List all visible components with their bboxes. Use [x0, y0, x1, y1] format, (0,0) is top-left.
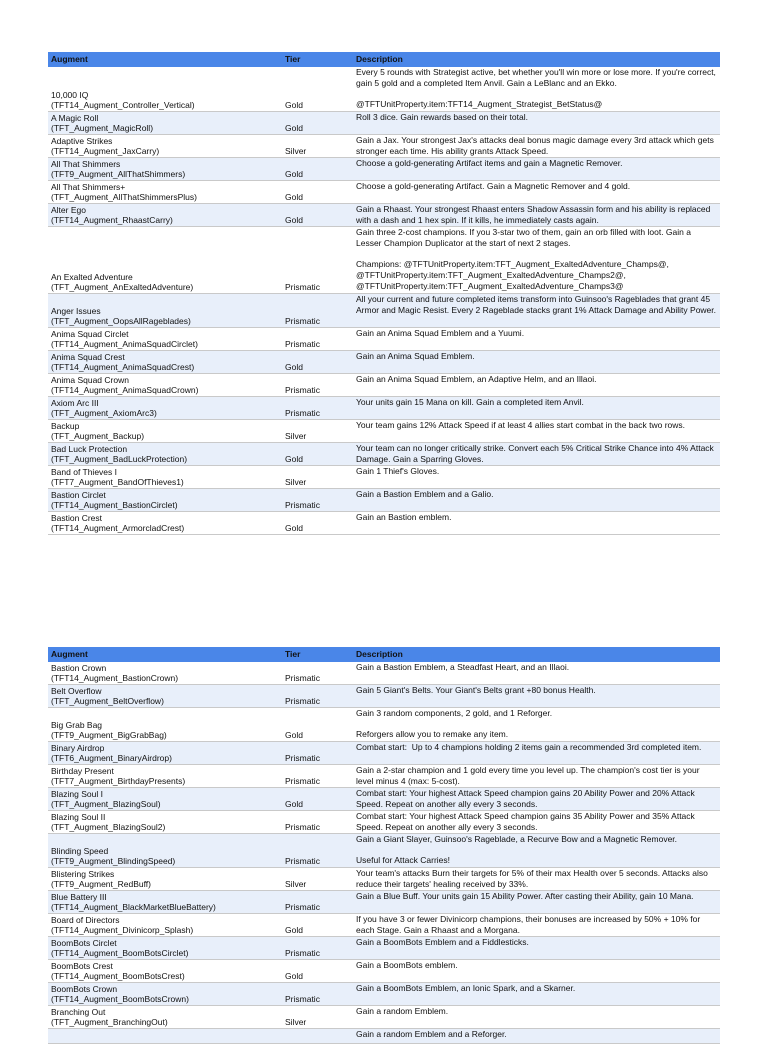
table-row — [48, 227, 720, 294]
description-cell — [354, 914, 720, 936]
description-cell-text: All your current and future completed items transform into Guinsoo's Rageblades that grant 45 Armor and Magic Resist. Every 2 Rageblade stacks grant 1% Attack Damage and Ability Power. — [356, 294, 717, 315]
tier-cell-text: Prismatic — [285, 696, 320, 707]
tier-cell — [283, 937, 354, 959]
table-row — [48, 181, 720, 204]
augment-cell-text: An Exalted Adventure (TFT_Augment_AnExaltedAdventure) — [51, 271, 194, 293]
table-row — [48, 937, 720, 960]
tier-cell-text: Silver — [285, 477, 307, 488]
augment-cell — [48, 937, 283, 959]
description-cell — [354, 685, 720, 707]
augment-cell — [48, 1029, 283, 1043]
tier-cell — [283, 811, 354, 833]
description-cell-text: Gain a Giant Slayer, Guinsoo's Rageblade, a Recurve Bow and a Magnetic Remover. Useful for Attack Carries! — [356, 834, 678, 866]
description-cell-text: Combat start: Up to 4 champions holding 2 items gain a recommended 3rd completed item. — [356, 742, 702, 752]
description-cell — [354, 742, 720, 764]
augment-cell-text: Alter Ego (TFT14_Augment_RhaastCarry) — [51, 204, 173, 226]
augment-cell-text: Branching Out (TFT_Augment_BranchingOut) — [51, 1006, 168, 1028]
tier-cell-text: Prismatic — [285, 282, 320, 293]
description-cell — [354, 1029, 720, 1043]
description-cell-text: Gain a random Emblem. — [356, 1006, 449, 1016]
tier-cell-text: Prismatic — [285, 776, 320, 787]
description-cell — [354, 983, 720, 1005]
tier-cell — [283, 158, 354, 180]
description-cell-text: Gain 3 random components, 2 gold, and 1 Reforger. Reforgers allow you to remake any item. — [356, 708, 553, 740]
tier-cell — [283, 489, 354, 511]
tier-cell-text: Silver — [285, 879, 307, 890]
description-cell-text: Your team gains 12% Attack Speed if at least 4 allies start combat in the back two rows. — [356, 420, 685, 430]
description-cell — [354, 351, 720, 373]
tier-cell — [283, 420, 354, 442]
tier-cell-text: Silver — [285, 431, 307, 442]
augment-cell-text: Belt Overflow (TFT_Augment_BeltOverflow) — [51, 685, 164, 707]
augment-cell — [48, 685, 283, 707]
tier-cell — [283, 328, 354, 350]
augment-cell-text: Anima Squad Circlet (TFT14_Augment_AnimaSquadCirclet) — [51, 328, 198, 350]
tier-cell — [283, 351, 354, 373]
description-cell — [354, 328, 720, 350]
table-row — [48, 834, 720, 868]
augment-cell-text: A Magic Roll (TFT_Augment_MagicRoll) — [51, 112, 154, 134]
table-row — [48, 868, 720, 891]
description-cell — [354, 765, 720, 787]
augment-cell-text: Adaptive Strikes (TFT14_Augment_JaxCarry) — [51, 135, 160, 157]
augment-cell-text: Blazing Soul II (TFT_Augment_BlazingSoul2) — [51, 811, 166, 833]
tier-cell — [283, 135, 354, 157]
augment-cell — [48, 960, 283, 982]
description-cell — [354, 420, 720, 442]
description-cell — [354, 181, 720, 203]
description-cell-text: Gain an Bastion emblem. — [356, 512, 452, 522]
table-row — [48, 204, 720, 227]
description-cell-text: Gain 1 Thief's Gloves. — [356, 466, 440, 476]
tier-cell-text: Gold — [285, 215, 303, 226]
augment-cell — [48, 834, 283, 867]
description-cell-text: Gain three 2-cost champions. If you 3-star two of them, gain an orb filled with loot. Gain a Lesser Champion Duplicator at the start of next 2 stages. Champions: @TFTUnitProperty.item:TFT_Augment_ExaltedAdventure_Champs@, @TFTUnitProperty.item:TFT_Augment_ExaltedAdventure_Champs2@, @TFTUnitProperty.item:TFT_Augment_ExaltedAdventure_Champs3@ — [356, 227, 691, 291]
tier-cell-text: Silver — [285, 1017, 307, 1028]
augment-cell — [48, 765, 283, 787]
augment-cell-text: Big Grab Bag (TFT9_Augment_BigGrabBag) — [51, 719, 167, 741]
table-row — [48, 765, 720, 788]
tier-cell — [283, 1029, 354, 1043]
tier-cell-text: Gold — [285, 925, 303, 936]
description-cell-text: Gain a random Emblem and a Reforger. — [356, 1029, 507, 1039]
description-cell — [354, 868, 720, 890]
table-row — [48, 420, 720, 443]
description-cell — [354, 374, 720, 396]
augment-cell — [48, 914, 283, 936]
augment-cell-text: Bastion Circlet (TFT14_Augment_BastionCirclet) — [51, 489, 178, 511]
augment-table-2 — [48, 647, 720, 1044]
augment-cell-text: Anger Issues (TFT_Augment_OopsAllRageblades) — [51, 305, 191, 327]
augment-cell — [48, 227, 283, 293]
tier-cell-text: Gold — [285, 192, 303, 203]
description-cell-text: Gain a Jax. Your strongest Jax's attacks deal bonus magic damage every 3rd attack which gets stronger each time. His ability grants Attack Speed. — [356, 135, 717, 156]
tier-cell-text: Prismatic — [285, 994, 320, 1005]
table-row — [48, 374, 720, 397]
description-cell — [354, 294, 720, 327]
augment-cell — [48, 891, 283, 913]
tier-cell — [283, 983, 354, 1005]
augment-cell — [48, 181, 283, 203]
description-cell-text: Gain a BoomBots Emblem and a Fiddlesticks. — [356, 937, 529, 947]
tier-cell — [283, 834, 354, 867]
augment-cell — [48, 512, 283, 534]
augment-cell — [48, 294, 283, 327]
table-row — [48, 443, 720, 466]
augment-cell-text: Blinding Speed (TFT9_Augment_BlindingSpeed) — [51, 845, 176, 867]
augment-cell-text: Blue Battery III (TFT14_Augment_BlackMarketBlueBattery) — [51, 891, 216, 913]
tier-cell-text: Prismatic — [285, 753, 320, 764]
table-row — [48, 914, 720, 937]
tier-cell-text: Prismatic — [285, 822, 320, 833]
augment-cell-text: Bastion Crown (TFT14_Augment_BastionCrown) — [51, 662, 179, 684]
augment-cell-text: Axiom Arc III (TFT_Augment_AxiomArc3) — [51, 397, 157, 419]
description-cell-text: Gain a BoomBots Emblem, an Ionic Spark, and a Skarner. — [356, 983, 576, 993]
tier-cell — [283, 397, 354, 419]
tier-cell-text: Prismatic — [285, 673, 320, 684]
table-row — [48, 1029, 720, 1044]
description-cell — [354, 834, 720, 867]
augment-cell — [48, 983, 283, 1005]
description-cell — [354, 960, 720, 982]
tier-cell — [283, 112, 354, 134]
description-cell — [354, 443, 720, 465]
table-row — [48, 662, 720, 685]
tier-cell — [283, 765, 354, 787]
augment-cell — [48, 662, 283, 684]
tier-cell — [283, 788, 354, 810]
description-cell — [354, 67, 720, 111]
tier-cell — [283, 204, 354, 226]
description-cell-text: Your units gain 15 Mana on kill. Gain a completed item Anvil. — [356, 397, 584, 407]
tier-cell — [283, 685, 354, 707]
augment-cell — [48, 158, 283, 180]
table-row — [48, 742, 720, 765]
tier-cell-text: Prismatic — [285, 408, 320, 419]
augment-cell-text: All That Shimmers+ (TFT_Augment_AllThatShimmersPlus) — [51, 181, 197, 203]
tier-cell — [283, 868, 354, 890]
augment-cell-text: Bad Luck Protection (TFT_Augment_BadLuckProtection) — [51, 443, 188, 465]
augment-cell — [48, 351, 283, 373]
description-cell — [354, 204, 720, 226]
description-cell — [354, 811, 720, 833]
table-row — [48, 685, 720, 708]
table-row — [48, 328, 720, 351]
tier-cell — [283, 512, 354, 534]
augment-cell-text: Board of Directors (TFT14_Augment_Divinicorp_Splash) — [51, 914, 194, 936]
tier-cell-text: Prismatic — [285, 500, 320, 511]
augment-cell — [48, 811, 283, 833]
augment-cell — [48, 466, 283, 488]
table-row — [48, 811, 720, 834]
table-row — [48, 512, 720, 535]
augment-cell — [48, 374, 283, 396]
augment-cell — [48, 708, 283, 741]
description-cell-text: Gain a 2-star champion and 1 gold every time you level up. The champion's cost tier is your level minus 4 (max: 5-cost). — [356, 765, 702, 786]
augment-cell-text: Binary Airdrop (TFT6_Augment_BinaryAirdrop) — [51, 742, 172, 764]
tier-cell — [283, 742, 354, 764]
augment-cell-text: Backup (TFT_Augment_Backup) — [51, 420, 145, 442]
tier-cell-text: Gold — [285, 123, 303, 134]
table-row — [48, 67, 720, 112]
description-cell — [354, 489, 720, 511]
table-row — [48, 960, 720, 983]
tier-cell-text: Silver — [285, 146, 307, 157]
tier-cell — [283, 914, 354, 936]
description-cell-text: Gain an Anima Squad Emblem, an Adaptive Helm, and an Illaoi. — [356, 374, 597, 384]
augment-cell — [48, 204, 283, 226]
augment-cell-text: BoomBots Crown (TFT14_Augment_BoomBotsCrown) — [51, 983, 189, 1005]
description-cell-text: Gain 5 Giant's Belts. Your Giant's Belts grant +80 bonus Health. — [356, 685, 596, 695]
augment-cell-text: 10,000 IQ (TFT14_Augment_Controller_Vertical) — [51, 89, 195, 111]
table-row — [48, 1006, 720, 1029]
tier-cell-text: Gold — [285, 523, 303, 534]
header-description: Description — [356, 649, 403, 659]
augment-cell-text: Bastion Crest (TFT14_Augment_ArmorcladCrest) — [51, 512, 185, 534]
augment-cell-text: Band of Thieves I (TFT7_Augment_BandOfThieves1) — [51, 466, 184, 488]
augment-cell — [48, 112, 283, 134]
augment-cell — [48, 489, 283, 511]
tier-cell — [283, 891, 354, 913]
tier-cell-text: Prismatic — [285, 902, 320, 913]
augment-cell — [48, 397, 283, 419]
header-augment: Augment — [51, 54, 88, 64]
tier-cell — [283, 960, 354, 982]
table-row — [48, 466, 720, 489]
tier-cell-text: Gold — [285, 454, 303, 465]
description-cell — [354, 397, 720, 419]
augment-cell — [48, 868, 283, 890]
description-cell-text: Gain a BoomBots emblem. — [356, 960, 458, 970]
header-tier: Tier — [285, 54, 301, 64]
description-cell — [354, 512, 720, 534]
tier-cell-text: Prismatic — [285, 856, 320, 867]
tier-cell — [283, 708, 354, 741]
description-cell — [354, 662, 720, 684]
tier-cell — [283, 1006, 354, 1028]
table-header — [48, 52, 720, 67]
augment-cell-text: Blazing Soul I (TFT_Augment_BlazingSoul) — [51, 788, 161, 810]
description-cell-text: Combat start: Your highest Attack Speed champion gains 20 Ability Power and 20% Attack Speed. Repeat on another ally every 3 seconds. — [356, 788, 698, 809]
tier-cell — [283, 227, 354, 293]
header-description: Description — [356, 54, 403, 64]
tier-cell — [283, 67, 354, 111]
augment-cell-text: Birthday Present (TFT7_Augment_BirthdayPresents) — [51, 765, 186, 787]
augment-cell-text: BoomBots Crest (TFT14_Augment_BoomBotsCrest) — [51, 960, 185, 982]
description-cell — [354, 227, 720, 293]
description-cell-text: Gain a Rhaast. Your strongest Rhaast enters Shadow Assassin form and his ability is replaced with a dash and 1 hex spin. If it kills, he immediately casts again. — [356, 204, 713, 225]
description-cell-text: Gain a Blue Buff. Your units gain 15 Ability Power. After casting their Ability, gain 10 Mana. — [356, 891, 694, 901]
augment-cell — [48, 420, 283, 442]
augment-cell — [48, 1006, 283, 1028]
description-cell-text: Combat start: Your highest Attack Speed champion gains 35 Ability Power and 35% Attack Speed. Repeat on another ally every 3 seconds. — [356, 811, 698, 832]
table-header — [48, 647, 720, 662]
tier-cell — [283, 294, 354, 327]
table-row — [48, 158, 720, 181]
augment-table-1 — [48, 52, 720, 535]
description-cell-text: If you have 3 or fewer Divinicorp champions, their bonuses are increased by 50% + 10% for each Stage. Gain a Rhaast and a Morgana. — [356, 914, 703, 935]
table-row — [48, 708, 720, 742]
tier-cell-text: Gold — [285, 169, 303, 180]
description-cell-text: Gain an Anima Squad Emblem and a Yuumi. — [356, 328, 525, 338]
tier-cell — [283, 374, 354, 396]
augment-cell-text: Anima Squad Crest (TFT14_Augment_AnimaSquadCrest) — [51, 351, 195, 373]
table-row — [48, 788, 720, 811]
tier-cell-text: Gold — [285, 100, 303, 111]
description-cell — [354, 708, 720, 741]
description-cell — [354, 158, 720, 180]
description-cell-text: Choose a gold-generating Artifact items and gain a Magnetic Remover. — [356, 158, 623, 168]
augment-cell — [48, 328, 283, 350]
description-cell — [354, 135, 720, 157]
description-cell-text: Gain a Bastion Emblem and a Galio. — [356, 489, 494, 499]
augment-cell-text: Anima Squad Crown (TFT14_Augment_AnimaSquadCrown) — [51, 374, 199, 396]
header-augment: Augment — [51, 649, 88, 659]
description-cell-text: Your team's attacks Burn their targets for 5% of their max Health over 5 seconds. Attacks also reduce their targets' healing received by 33%. — [356, 868, 711, 889]
tier-cell — [283, 466, 354, 488]
tier-cell-text: Gold — [285, 799, 303, 810]
tier-cell-text: Prismatic — [285, 948, 320, 959]
augment-cell — [48, 443, 283, 465]
table-row — [48, 397, 720, 420]
tier-cell-text: Prismatic — [285, 385, 320, 396]
table-row — [48, 351, 720, 374]
description-cell-text: Roll 3 dice. Gain rewards based on their total. — [356, 112, 528, 122]
augment-cell — [48, 788, 283, 810]
tier-cell-text: Gold — [285, 971, 303, 982]
tier-cell-text: Prismatic — [285, 339, 320, 350]
description-cell — [354, 1006, 720, 1028]
tier-cell-text: Gold — [285, 730, 303, 741]
table-row — [48, 112, 720, 135]
table-row — [48, 135, 720, 158]
description-cell — [354, 788, 720, 810]
augment-cell-text: Blistering Strikes (TFT9_Augment_RedBuff) — [51, 868, 151, 890]
tier-cell — [283, 181, 354, 203]
augment-cell — [48, 135, 283, 157]
tier-cell — [283, 443, 354, 465]
tier-cell-text: Prismatic — [285, 316, 320, 327]
table-row — [48, 891, 720, 914]
tier-cell — [283, 662, 354, 684]
description-cell — [354, 937, 720, 959]
description-cell — [354, 891, 720, 913]
augment-cell-text: BoomBots Circlet (TFT14_Augment_BoomBotsCirclet) — [51, 937, 189, 959]
description-cell — [354, 466, 720, 488]
table-row — [48, 489, 720, 512]
header-tier: Tier — [285, 649, 301, 659]
description-cell-text: Gain a Bastion Emblem, a Steadfast Heart, and an Illaoi. — [356, 662, 570, 672]
augment-cell — [48, 742, 283, 764]
description-cell-text: Every 5 rounds with Strategist active, bet whether you'll win more or lose more. If you're correct, gain 5 gold and a completed Item Anvil. Gain a LeBlanc and an Ekko. @TFTUnitProperty.item:TFT14_Augment_Strategist_BetStatus@ — [356, 67, 716, 110]
description-cell — [354, 112, 720, 134]
tier-cell-text: Gold — [285, 362, 303, 373]
table-row — [48, 983, 720, 1006]
augment-cell — [48, 67, 283, 111]
augment-cell-text: All That Shimmers (TFT9_Augment_AllThatShimmers) — [51, 158, 186, 180]
table-row — [48, 294, 720, 328]
description-cell-text: Your team can no longer critically strike. Convert each 5% Critical Strike Chance into 4% Attack Damage. Gain a Sparring Gloves. — [356, 443, 717, 464]
description-cell-text: Gain an Anima Squad Emblem. — [356, 351, 475, 361]
description-cell-text: Choose a gold-generating Artifact. Gain a Magnetic Remover and 4 gold. — [356, 181, 631, 191]
